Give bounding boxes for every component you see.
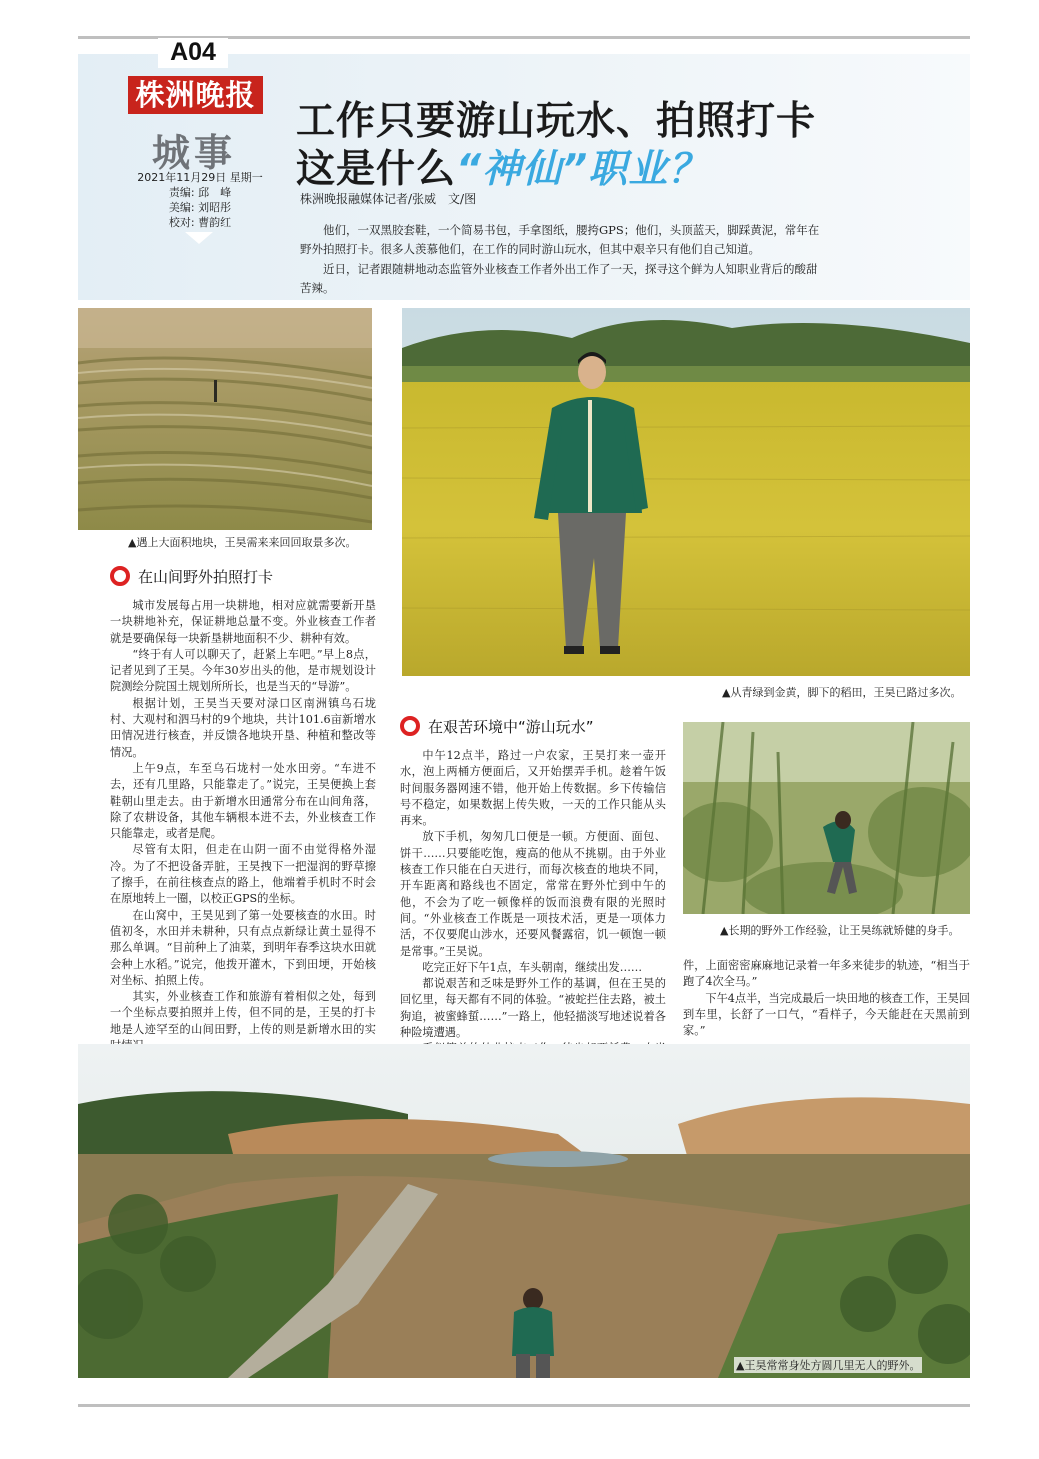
byline: 株洲晚报融媒体记者/张威 文/图 — [300, 192, 477, 206]
section1-paragraph: 城市发展每占用一块耕地，相对应就需要新开垦一块耕地补充，保证耕地总量不变。外业核查工作者就是要确保每一块新垦耕地面积不少、耕种有效。 — [110, 599, 376, 645]
section1-column — [110, 598, 376, 1054]
section2-paragraph: 吃完正好下午1点，车头朝南，继续出发…… — [422, 960, 643, 974]
intro-paragraph-2: 近日，记者跟随耕地动态监管外业核查工作者外出工作了一天，探寻这个鲜为人知职业背后的酸甜苦辣。 — [300, 262, 818, 295]
section1-paragraph: “终于有人可以聊天了，赶紧上车吧。”早上8点，记者见到了王昊。今年30岁出头的他，是市规划设计院测绘分院国土规划所所长，也是当天的“导游”。 — [110, 647, 376, 694]
section1-heading-text: 在山间野外拍照打卡 — [138, 568, 274, 586]
section1-paragraph: 尽管有太阳，但走在山阴一面不由觉得格外湿冷。为了不把设备弄脏，王昊拽下一把湿润的野草擦了擦手，在前往核查点的路上，他端着手机时不时会在原地转上一圈，以校正GPS的坐标。 — [110, 843, 376, 906]
bottom-rule — [78, 1404, 970, 1407]
section1-paragraph: 其实，外业核查工作和旅游有着相似之处，每到一个坐标点要拍照并上传，但不同的是，王昊的打卡地是人迹罕至的山间田野，上传的则是新增水田的实 — [110, 990, 376, 1036]
headline-highlight: “神仙”职业？ — [456, 147, 709, 192]
bamboo-caption: ▲长期的野外工作经验，让王昊练就矫健的身手。 — [720, 924, 960, 937]
headline-line-1: 工作只要游山玩水、拍照打卡 — [296, 99, 817, 144]
section2-paragraph: 都说艰苦和乏味是野外工作的基调，但在王昊的回忆里，每天都有不同的体验。“被蛇拦住去路，被土狗追，被蜜蜂蜇……”一路上，他轻描淡写地述说着各种险境遭遇。 — [400, 977, 666, 1040]
section1-paragraph: 上午9点，车至乌石垅村一处水田旁。“车进不去，还有几里路，只能靠走了。”说完，王昊便换上套鞋朝山里走去。由于新增水田通常分布在山间角落，除了农耕设备，其他车辆根本进不去，外业核查工作只能靠走，或者是爬。 — [110, 761, 376, 841]
rice-caption: ▲从青绿到金黄，脚下的稻田，王昊已路过多次。 — [722, 686, 962, 699]
section2-heading-text: 在艰苦环境中“游山玩水” — [428, 718, 594, 736]
page-number: A04 — [158, 38, 228, 68]
issue-date: 2021年11月29日 星期一 — [137, 171, 263, 184]
header-notch — [185, 232, 213, 244]
section1-heading — [110, 566, 273, 587]
section-marker-icon — [400, 716, 420, 736]
headline-line-2 — [296, 138, 708, 194]
terraced-field-photo — [78, 308, 372, 530]
newspaper-logo: 株洲晚报 — [128, 76, 263, 114]
designer-credit: 美编: 刘昭彤 — [168, 201, 232, 214]
section3-paragraph: 下午4点半，当完成最后一块田地的核查工作，王昊回到车里，长舒了一口气，“看样子，今天能赶在天黑前到家。” — [683, 991, 970, 1038]
valley-photo — [78, 1044, 970, 1378]
proofreader-credit: 校对: 曹韵红 — [168, 216, 232, 229]
section3-paragraph: 件，上面密密麻麻地记录着一年多来徒步的轨迹，“相当于跑了4次全马。” — [683, 959, 970, 989]
section2-heading — [400, 716, 594, 737]
section-name: 城事 — [152, 130, 237, 175]
intro-paragraph-1: 他们，一双黑胶套鞋，一个简易书包，手拿图纸，腰挎GPS；他们，头顶蓝天，脚踩黄泥，常年在野外拍照打卡。很多人羡慕他们，在工作的同时游山玩水，但其中艰辛只有他们自己知道。 — [300, 223, 820, 256]
bamboo-slope-photo — [683, 722, 970, 914]
section2-paragraph: 放下手机，匆匆几口便是一顿。方便面、面包、饼干……只要能吃饱，瘦高的他从不挑剔。由于外业核查工作只能在白天进行，而每次核查的地块不同，开车距离和路线也不固定，常常在野外忙到中午的他，不会为了吃一顿像样的饭而浪费有限的光照时间。“外业核查工作既是一项技术活，更是一项体力活，不仅要爬山涉水，还要风餐露宿，饥一顿饱一顿是常事。”王昊说。 — [400, 830, 666, 958]
section1-paragraph: 在山窝中，王昊见到了第一处要核查的水田。时值初冬，水田并未耕种，只有点点新绿让黄土显得不那么单调。“目前种上了油菜，到明年春季这块水田就会种上水稻。”说完，他拨开灌木，下到田埂，开始核对坐标、拍照上传。 — [110, 908, 376, 987]
editor-credit: 责编: 邱 峰 — [168, 186, 232, 199]
section-marker-icon — [110, 566, 130, 586]
terraces-caption: ▲遇上大面积地块，王昊需来来回回取景多次。 — [128, 536, 357, 549]
rice-field-photo — [402, 308, 970, 676]
section1-paragraph: 根据计划，王昊当天要对渌口区南洲镇乌石垅村、大观村和泗马村的9个地块，共计101.6亩新增水田情况进行核查，并反馈各地块开垦、种植和整改等情况。 — [110, 696, 376, 759]
valley-caption: ▲王昊常常身处方圆几里无人的野外。 — [736, 1359, 921, 1372]
section3-column — [683, 958, 970, 1039]
headline-prefix: 这是什么 — [296, 147, 457, 192]
section2-column — [400, 748, 666, 1090]
section2-paragraph: 中午12点半，路过一户农家，王昊打来一壶开水，泡上两桶方便面后，又开始摆弄手机。趁着午饭时间服务器网速不错，他开始上传数据。乡下传输信号不稳定，如果数据上传失败，一天的工作只能从头再来。 — [400, 749, 666, 828]
